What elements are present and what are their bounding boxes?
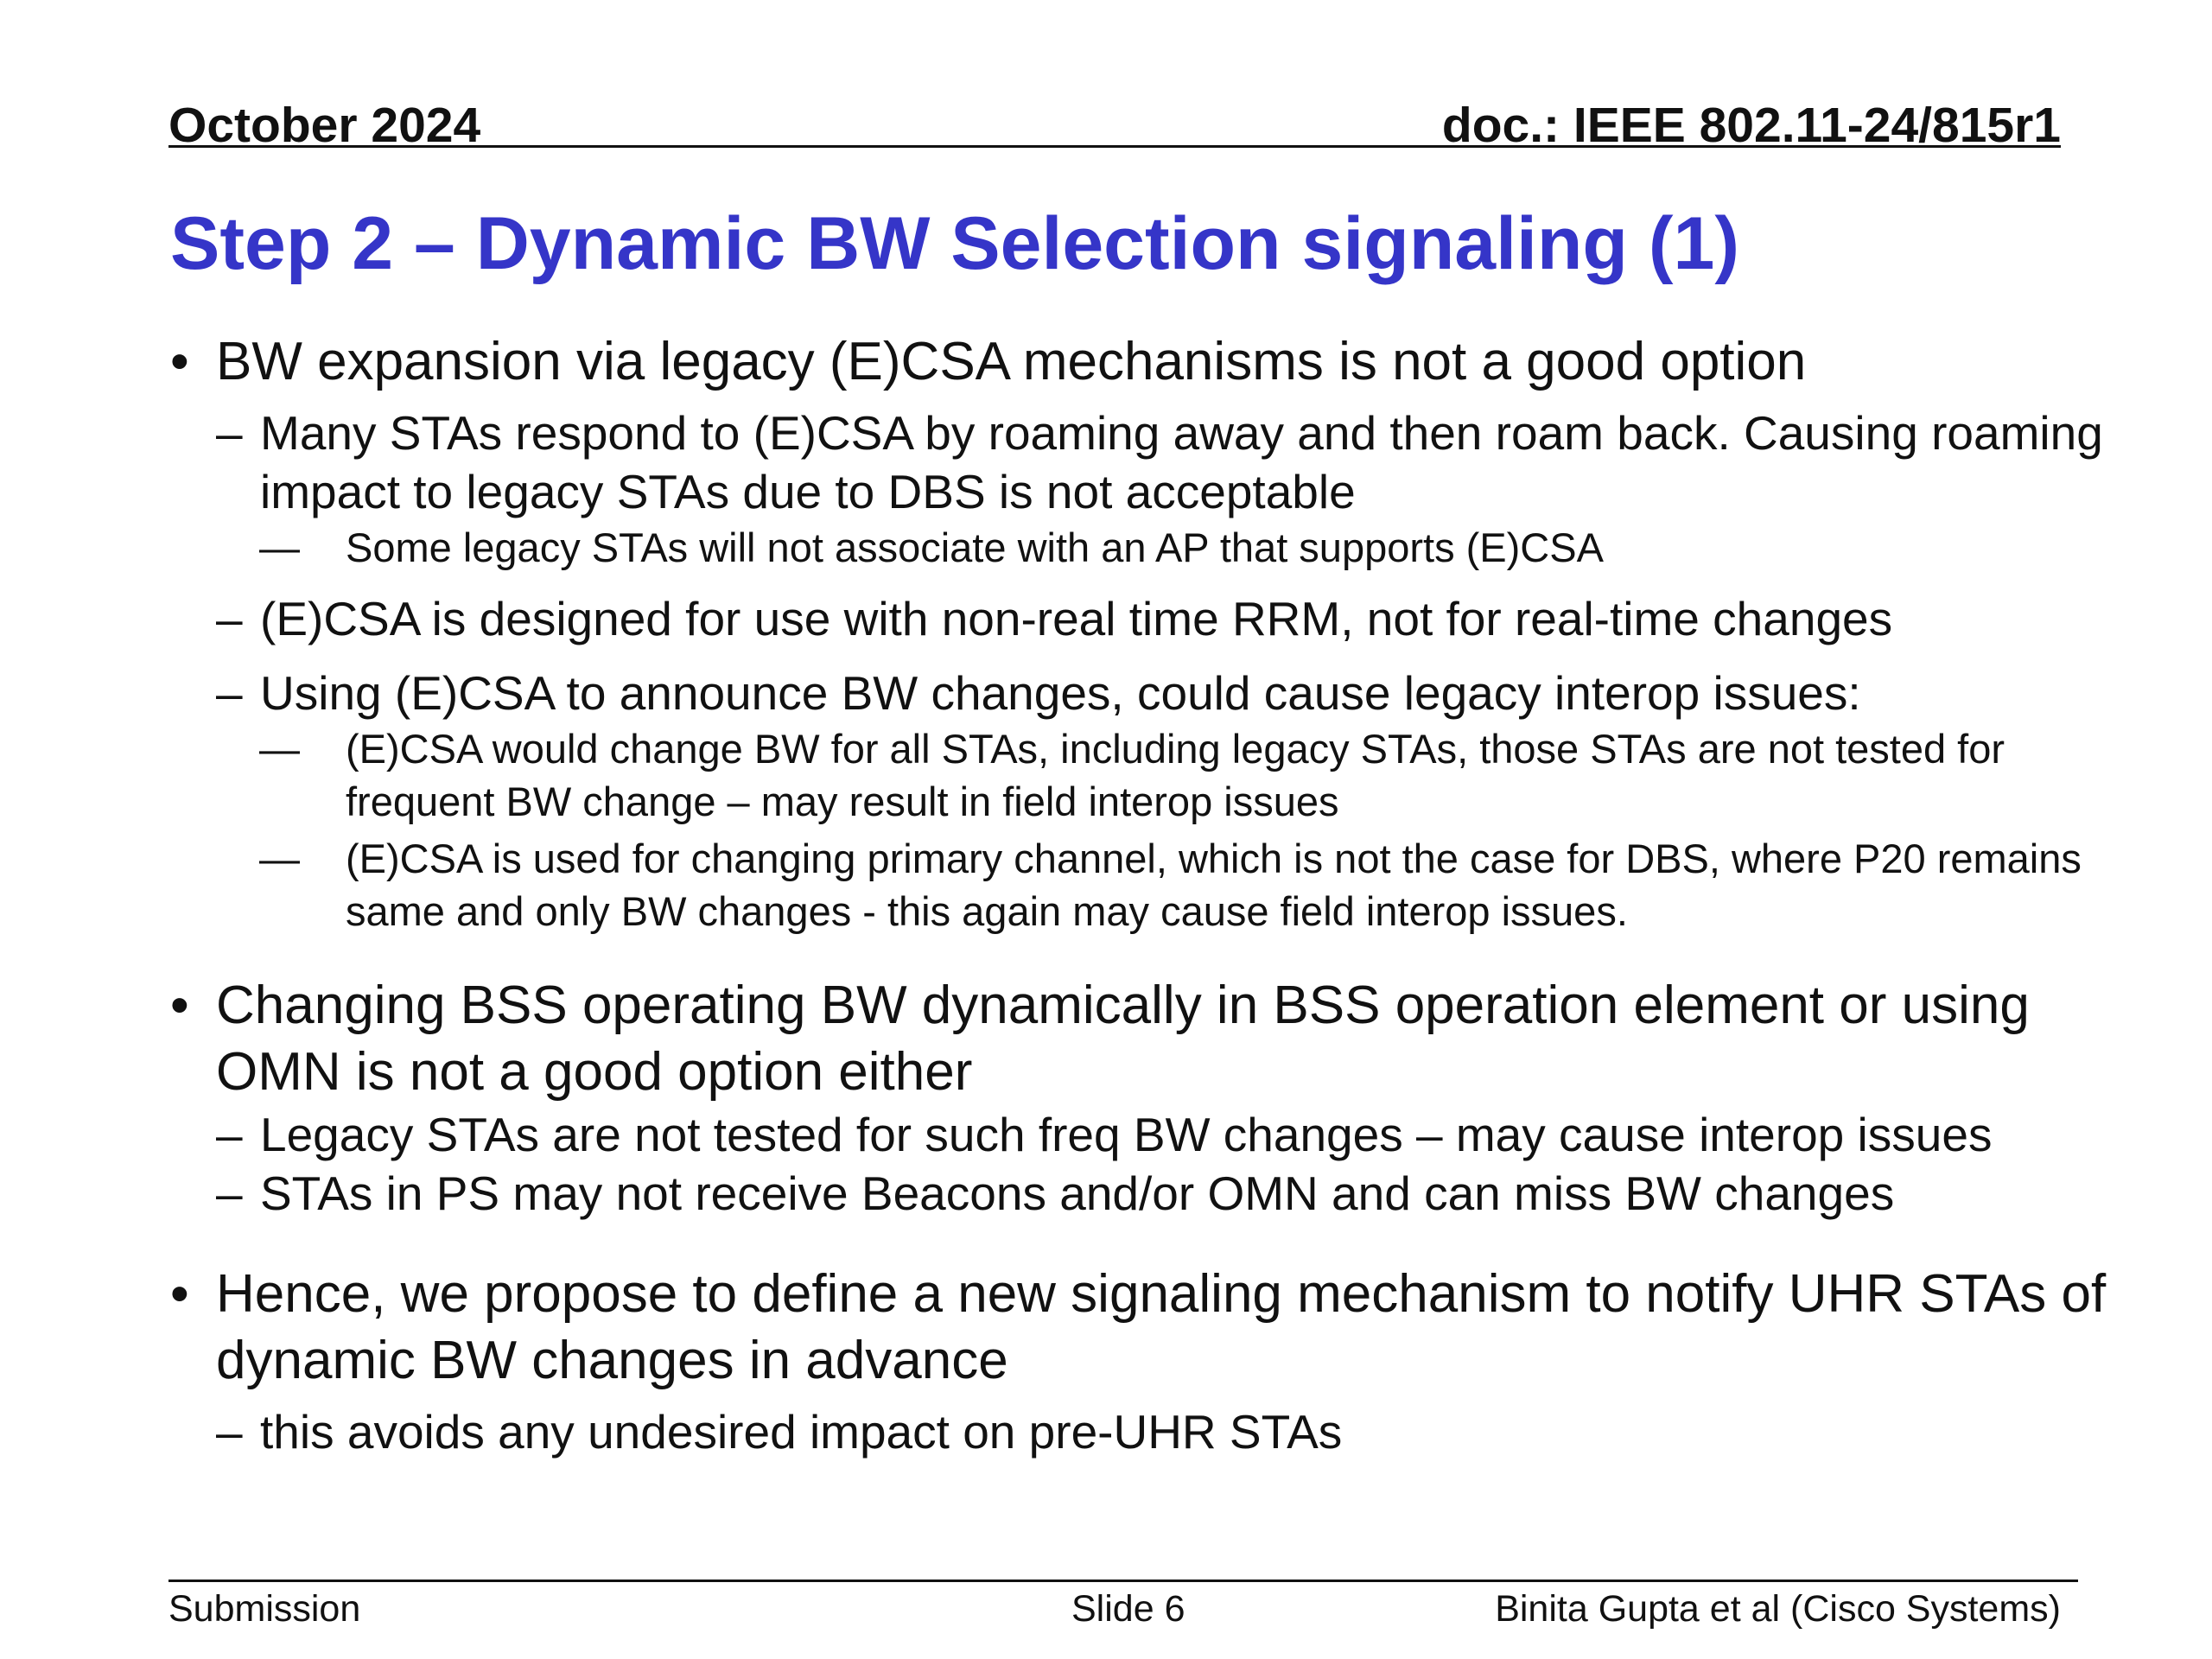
- slide-body: [168, 328, 2130, 1461]
- bullet-1-sub-3-item-2-text: (E)CSA is used for changing primary channel, which is not the case for DBS, where P20 remains same and only BW changes - this again may cause field interop issues.: [346, 836, 2082, 934]
- bullet-1: [168, 328, 2130, 395]
- bullet-2-sub-2-text: STAs in PS may not receive Beacons and/or OMN and can miss BW changes: [260, 1166, 1895, 1220]
- dash-marker: –: [216, 1108, 243, 1161]
- bullet-2: [168, 972, 2130, 1105]
- bullet-3-sub-1-text: this avoids any undesired impact on pre-UHR STAs: [260, 1405, 1343, 1459]
- bullet-1-sub-2: [168, 589, 2130, 648]
- bullet-2-sub-2: [168, 1164, 2130, 1223]
- dash-marker: –: [216, 666, 243, 720]
- footer-divider: [168, 1580, 2078, 1582]
- bullet-1-sub-3-item-1-text: (E)CSA would change BW for all STAs, including legacy STAs, those STAs are not tested for frequent BW change – may result in field interop issues: [346, 726, 2005, 824]
- footer-authors: Binita Gupta et al (Cisco Systems): [1495, 1588, 2061, 1630]
- dash-marker: –: [216, 1166, 243, 1220]
- dash-marker: –: [216, 592, 243, 645]
- bullet-3: [168, 1261, 2130, 1394]
- bullet-1-sub-3-item-2: [168, 832, 2130, 938]
- bullet-2-text: Changing BSS operating BW dynamically in BSS operation element or using OMN is not a good option either: [216, 976, 2030, 1102]
- dash-marker: –: [216, 406, 243, 460]
- bullet-1-sub-1-item-1-text: Some legacy STAs will not associate with an AP that supports (E)CSA: [346, 524, 1604, 570]
- long-dash-marker: —: [259, 524, 300, 570]
- bullet-1-sub-3-item-1: [168, 722, 2130, 828]
- bullet-1-sub-1-text: Many STAs respond to (E)CSA by roaming away and then roam back. Causing roaming impact to legacy STAs due to DBS is not acceptable: [260, 406, 2103, 518]
- bullet-1-sub-1: [168, 404, 2130, 521]
- long-dash-marker: —: [259, 726, 300, 772]
- dash-marker: –: [216, 1405, 243, 1459]
- bullet-1-sub-1-item-1: [168, 521, 2130, 574]
- bullet-marker: •: [170, 332, 189, 391]
- footer-submission: Submission: [168, 1588, 361, 1630]
- bullet-3-text: Hence, we propose to define a new signaling mechanism to notify UHR STAs of dynamic BW changes in advance: [216, 1264, 2107, 1390]
- header-doc-id: doc.: IEEE 802.11-24/815r1: [1441, 98, 2061, 153]
- bullet-1-sub-3-text: Using (E)CSA to announce BW changes, could cause legacy interop issues:: [260, 666, 1861, 720]
- slide-title: Step 2 – Dynamic BW Selection signaling (1): [170, 202, 1739, 285]
- header-date: October 2024: [168, 98, 481, 153]
- bullet-marker: •: [170, 976, 189, 1035]
- long-dash-marker: —: [259, 836, 300, 881]
- bullet-1-sub-3: [168, 664, 2130, 722]
- bullet-marker: •: [170, 1264, 189, 1324]
- footer-slide-number: Slide 6: [1071, 1588, 1185, 1630]
- header-divider: [168, 145, 2061, 148]
- bullet-1-text: BW expansion via legacy (E)CSA mechanisms is not a good option: [216, 332, 1807, 391]
- bullet-1-sub-2-text: (E)CSA is designed for use with non-real time RRM, not for real-time changes: [260, 592, 1893, 645]
- bullet-2-sub-1: [168, 1105, 2130, 1164]
- bullet-3-sub-1: [168, 1402, 2130, 1461]
- bullet-2-sub-1-text: Legacy STAs are not tested for such freq BW changes – may cause interop issues: [260, 1108, 1993, 1161]
